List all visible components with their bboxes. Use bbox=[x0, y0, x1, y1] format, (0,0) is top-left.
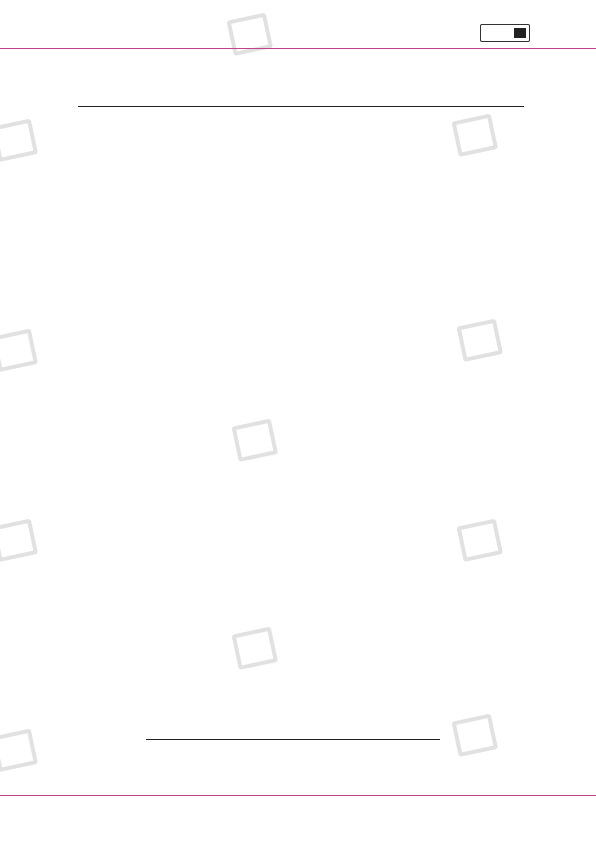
watermark bbox=[0, 110, 45, 165]
header-rule bbox=[0, 48, 596, 49]
watermark bbox=[230, 618, 285, 673]
title-underline bbox=[78, 106, 524, 107]
watermark bbox=[230, 410, 285, 465]
solution-word-line[interactable] bbox=[146, 739, 440, 740]
watermark bbox=[455, 310, 510, 365]
watermark bbox=[225, 4, 280, 59]
footer-rule bbox=[0, 795, 596, 796]
graduation-cap-icon bbox=[514, 28, 526, 38]
publisher-logo bbox=[480, 24, 530, 42]
watermark bbox=[450, 105, 505, 160]
watermark bbox=[0, 510, 45, 565]
watermark bbox=[0, 320, 45, 375]
watermark bbox=[450, 705, 505, 760]
watermark bbox=[455, 510, 510, 565]
watermark bbox=[0, 720, 45, 775]
